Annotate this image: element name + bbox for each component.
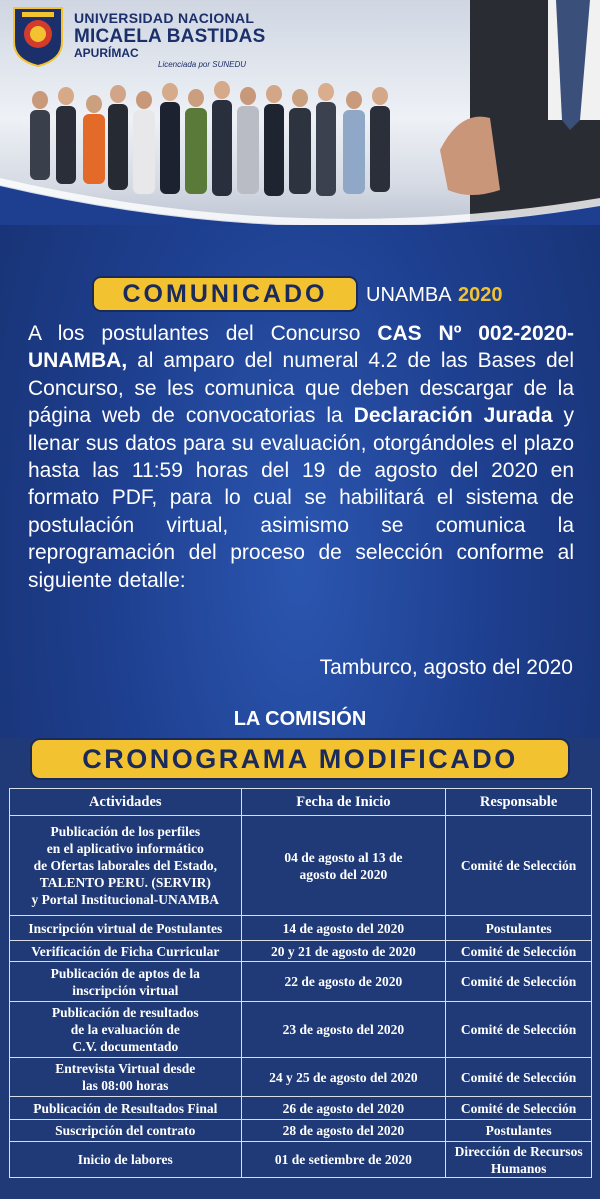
table-row xyxy=(10,1142,592,1178)
cell-date: 24 y 25 de agosto del 2020 xyxy=(241,1058,446,1097)
header-activities: Actividades xyxy=(10,789,242,816)
comunicado-year: 2020 xyxy=(458,284,503,306)
university-name-line1: UNIVERSIDAD NACIONAL xyxy=(74,10,255,26)
schedule-title: CRONOGRAMA MODIFICADO xyxy=(82,743,518,774)
cell-activity: Entrevista Virtual desde las 08:00 horas xyxy=(10,1058,242,1097)
table-row xyxy=(10,816,592,916)
cell-date: 20 y 21 de agosto de 2020 xyxy=(241,941,446,962)
university-name-line2: MICAELA BASTIDAS xyxy=(74,26,266,47)
sunedu-license: Licenciada por SUNEDU xyxy=(158,60,247,69)
cell-activity: Verificación de Ficha Curricular xyxy=(10,941,242,962)
cell-activity: Suscripción del contrato xyxy=(10,1120,242,1142)
cell-date: 28 de agosto del 2020 xyxy=(241,1120,446,1142)
cell-activity: Inicio de labores xyxy=(10,1142,242,1178)
cell-responsible: Postulantes xyxy=(446,1120,592,1142)
signature: LA COMISIÓN xyxy=(233,708,367,730)
cell-date: 14 de agosto del 2020 xyxy=(241,916,446,941)
table-header-row xyxy=(10,789,592,816)
header-banner xyxy=(0,0,600,262)
comunicado-org: UNAMBA xyxy=(366,284,452,306)
cell-date: 22 de agosto de 2020 xyxy=(241,962,446,1002)
cell-activity: Publicación de resultados de la evaluación de C.V. documentado xyxy=(10,1002,242,1058)
cell-responsible: Comité de Selección xyxy=(446,941,592,962)
header-start-date: Fecha de Inicio xyxy=(241,789,446,816)
table-row xyxy=(10,1097,592,1120)
table-row xyxy=(10,1002,592,1058)
university-seal-icon xyxy=(10,4,66,68)
place-date: Tamburco, agosto del 2020 xyxy=(319,656,573,679)
cell-responsible: Comité de Selección xyxy=(446,816,592,916)
cell-responsible: Postulantes xyxy=(446,916,592,941)
university-name-line3: APURÍMAC xyxy=(74,46,139,60)
cell-date: 26 de agosto del 2020 xyxy=(241,1097,446,1120)
cell-activity: Publicación de los perfiles en el aplicativo informático de Ofertas laborales del Estado, TALENTO PERU. (SERVIR) y Portal Institucional-UNAMBA xyxy=(10,816,242,916)
cell-date: 23 de agosto del 2020 xyxy=(241,1002,446,1058)
comunicado-title: COMUNICADO xyxy=(122,279,328,308)
comunicado-badge xyxy=(92,276,358,312)
cell-responsible: Comité de Selección xyxy=(446,1058,592,1097)
header-responsible: Responsable xyxy=(446,789,592,816)
university-logo-block xyxy=(10,4,300,74)
cell-responsible: Comité de Selección xyxy=(446,1002,592,1058)
schedule-title-badge xyxy=(30,738,570,780)
schedule-table xyxy=(9,788,592,1178)
table-row xyxy=(10,962,592,1002)
cell-date: 04 de agosto al 13 de agosto del 2020 xyxy=(241,816,446,916)
table-row xyxy=(10,1120,592,1142)
table-row xyxy=(10,916,592,941)
cell-responsible: Comité de Selección xyxy=(446,962,592,1002)
cell-date: 01 de setiembre de 2020 xyxy=(241,1142,446,1178)
cell-activity: Publicación de aptos de la inscripción virtual xyxy=(10,962,242,1002)
cell-activity: Inscripción virtual de Postulantes xyxy=(10,916,242,941)
cell-responsible: Dirección de Recursos Humanos xyxy=(446,1142,592,1178)
table-row xyxy=(10,941,592,962)
table-row xyxy=(10,1058,592,1097)
cell-responsible: Comité de Selección xyxy=(446,1097,592,1120)
announcement-text: A los postulantes del Concurso CAS Nº 002-2020-UNAMBA, al amparo del numeral 4.2 de las Bases del Concurso, se les comunica que deben descargar de la página web de convocatorias la Declaración Jurada y llenar sus datos para su evaluación, otorgándoles el plazo hasta las 11:59 horas del 19 de agosto del 2020 en formato PDF, para lo cual se habilitará el sistema de postulación virtual, asimismo se comunica la reprogramación del proceso de selección conforme al siguiente detalle: xyxy=(28,322,575,592)
cell-activity: Publicación de Resultados Final xyxy=(10,1097,242,1120)
